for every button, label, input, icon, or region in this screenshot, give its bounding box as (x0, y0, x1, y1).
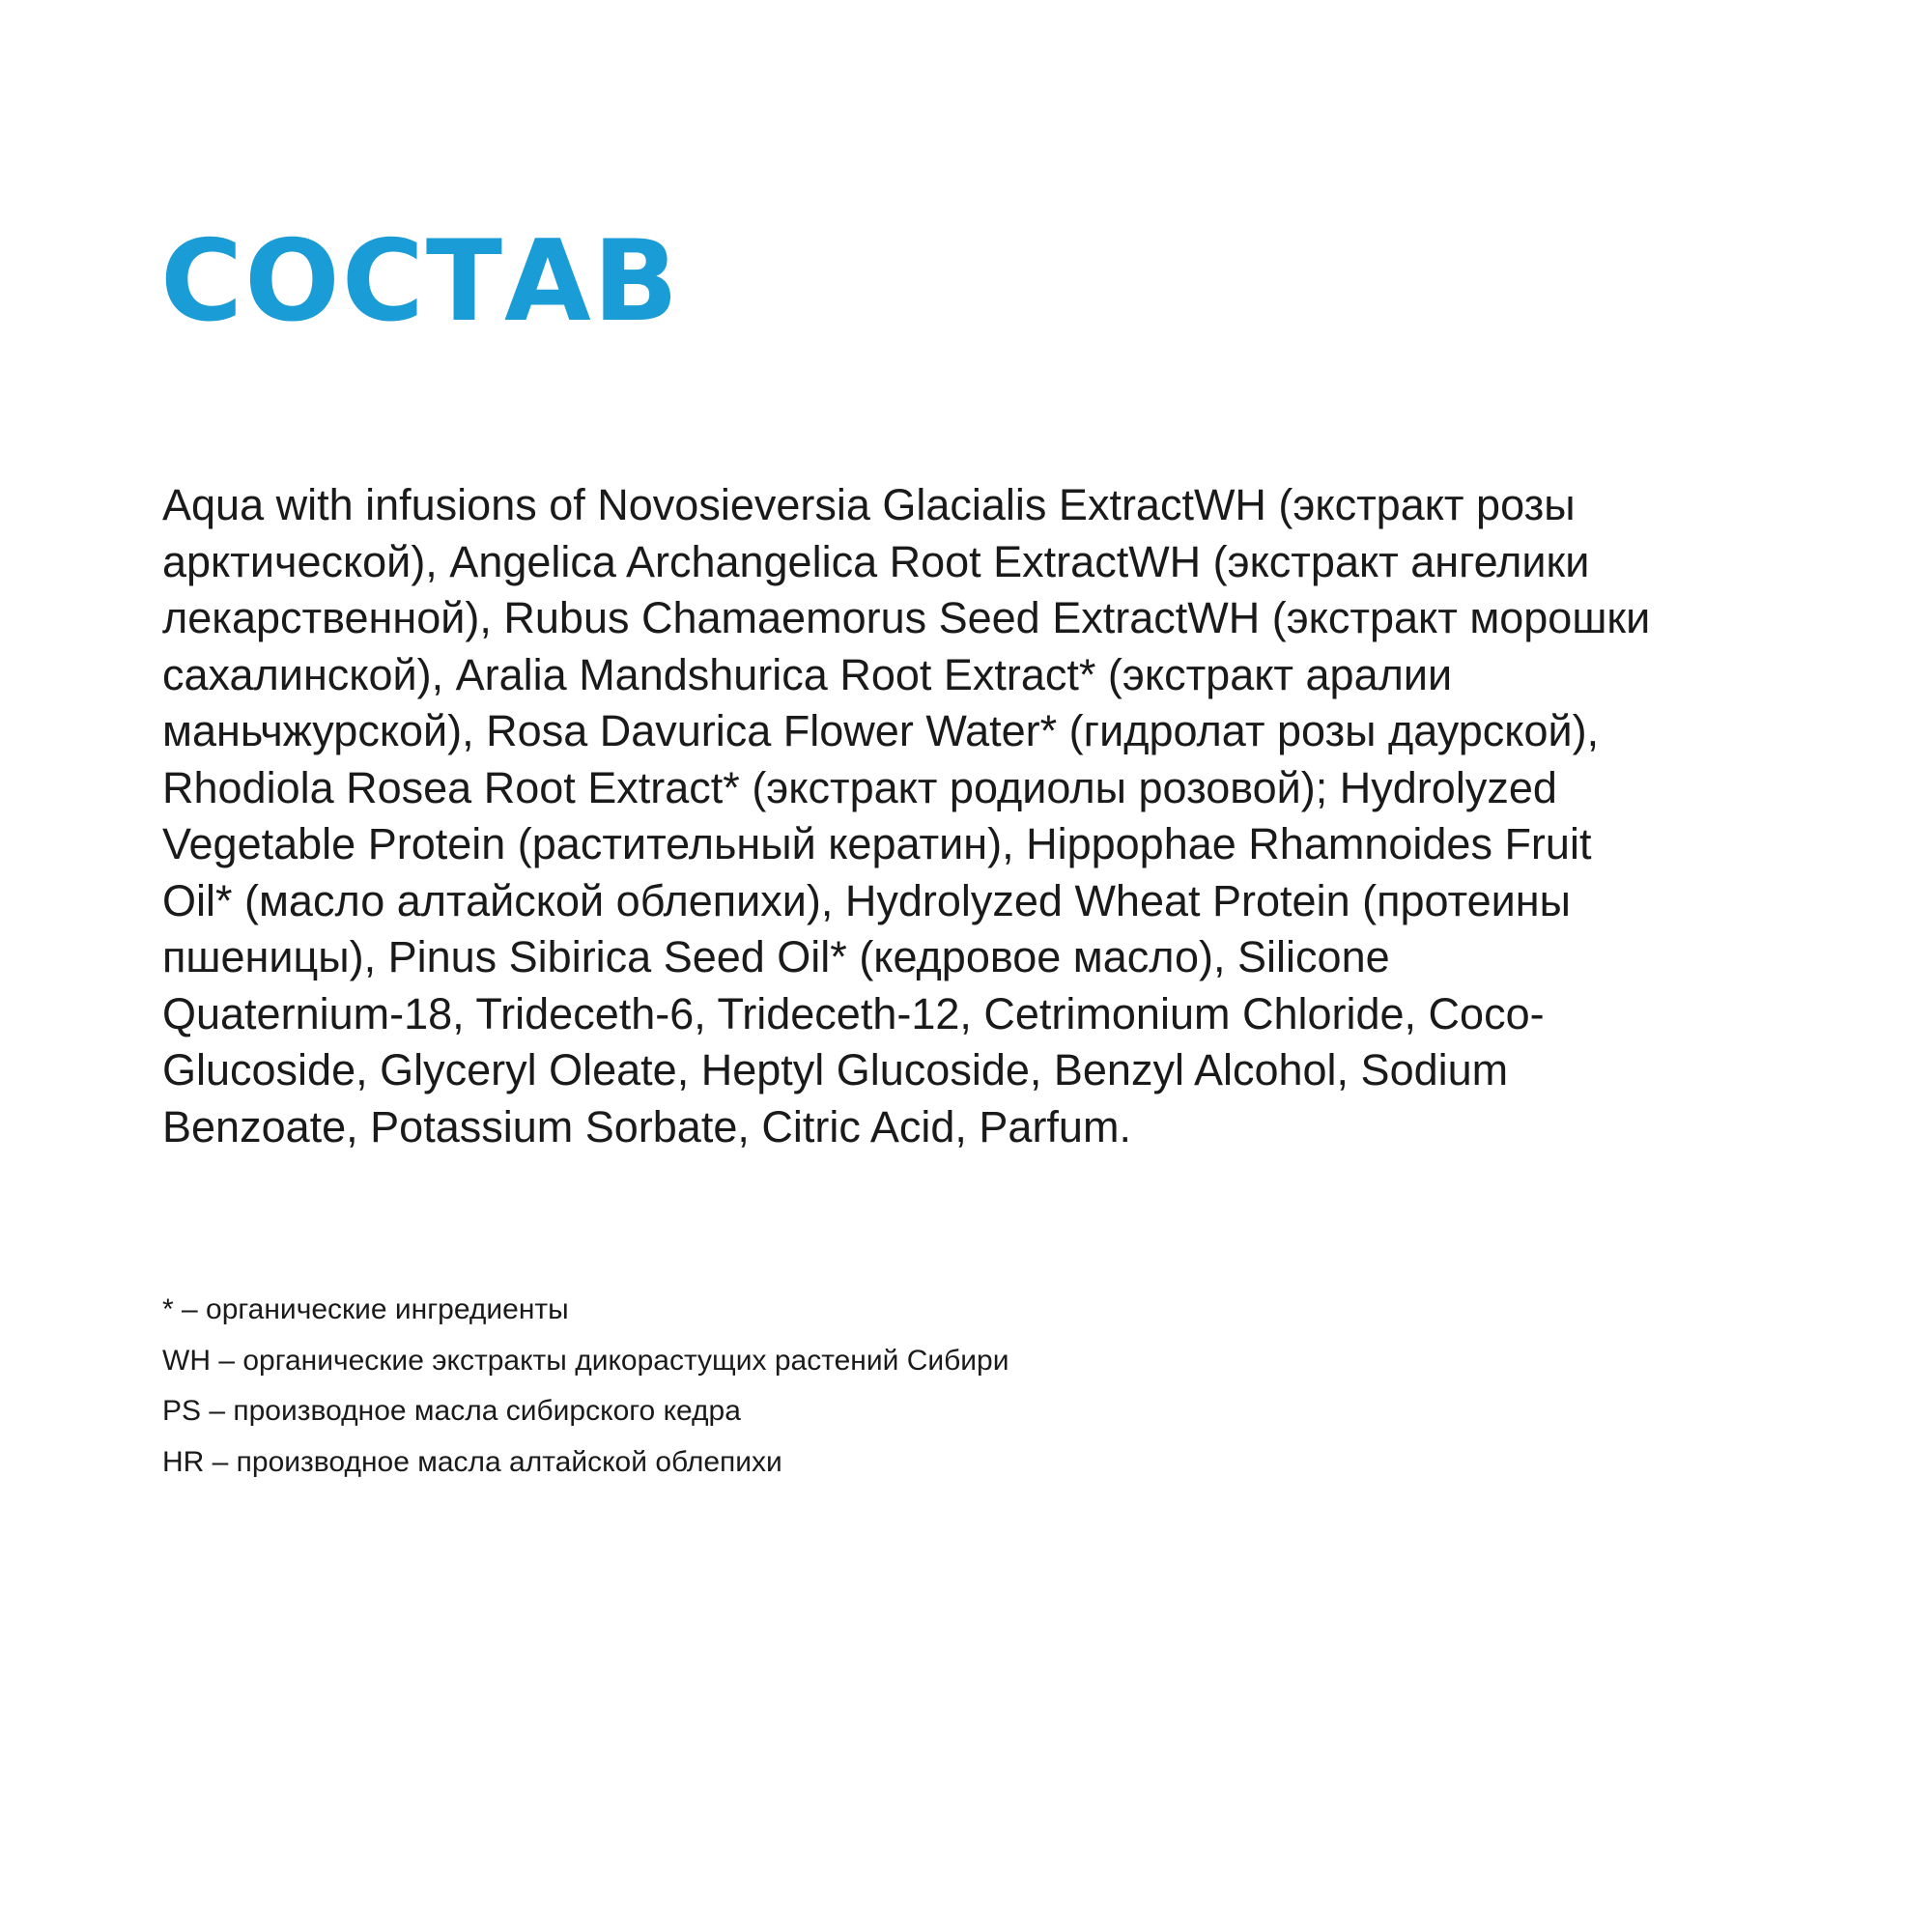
legend-item-organic: * – органические ингредиенты (162, 1293, 569, 1325)
ingredients-line: Benzoate, Potassium Sorbate, Citric Acid, Parfum. (162, 1101, 1131, 1151)
ingredients-line: лекарственной), Rubus Chamaemorus Seed ExtractWH (экстракт морошки (162, 593, 1651, 642)
legend-list (162, 1285, 1009, 1488)
ingredients-line: маньчжурской), Rosa Davurica Flower Water* (гидролат розы даурской), (162, 706, 1600, 755)
legend-item-ps: PS – производное масла сибирского кедра (162, 1395, 741, 1427)
ingredients-line: пшеницы), Pinus Sibirica Seed Oil* (кедровое масло), Silicone (162, 932, 1390, 981)
legend-item-hr: HR – производное масла алтайской облепихи (162, 1445, 782, 1478)
legend-item-wh: WH – органические экстракты дикорастущих растений Сибири (162, 1344, 1009, 1377)
ingredients-line: Vegetable Protein (растительный кератин), Hippophae Rhamnoides Fruit (162, 819, 1592, 868)
ingredients-text (162, 477, 1824, 1155)
ingredients-line: Aqua with infusions of Novosieversia Glacialis ExtractWH (экстракт розы (162, 480, 1576, 529)
ingredients-line: Glucoside, Glyceryl Oleate, Heptyl Glucoside, Benzyl Alcohol, Sodium (162, 1045, 1509, 1094)
ingredients-line: сахалинской), Aralia Mandshurica Root Extract* (экстракт аралии (162, 649, 1453, 699)
page-title: СОСТАВ (160, 216, 681, 347)
ingredients-line: Rhodiola Rosea Root Extract* (экстракт родиолы розовой); Hydrolyzed (162, 762, 1557, 812)
ingredients-line: арктической), Angelica Archangelica Root ExtractWH (экстракт ангелики (162, 536, 1590, 586)
ingredients-line: Oil* (масло алтайской облепихи), Hydrolyzed Wheat Protein (протеины (162, 875, 1571, 925)
ingredients-line: Quaternium-18, Trideceth-6, Trideceth-12, Cetrimonium Chloride, Coco- (162, 988, 1545, 1038)
